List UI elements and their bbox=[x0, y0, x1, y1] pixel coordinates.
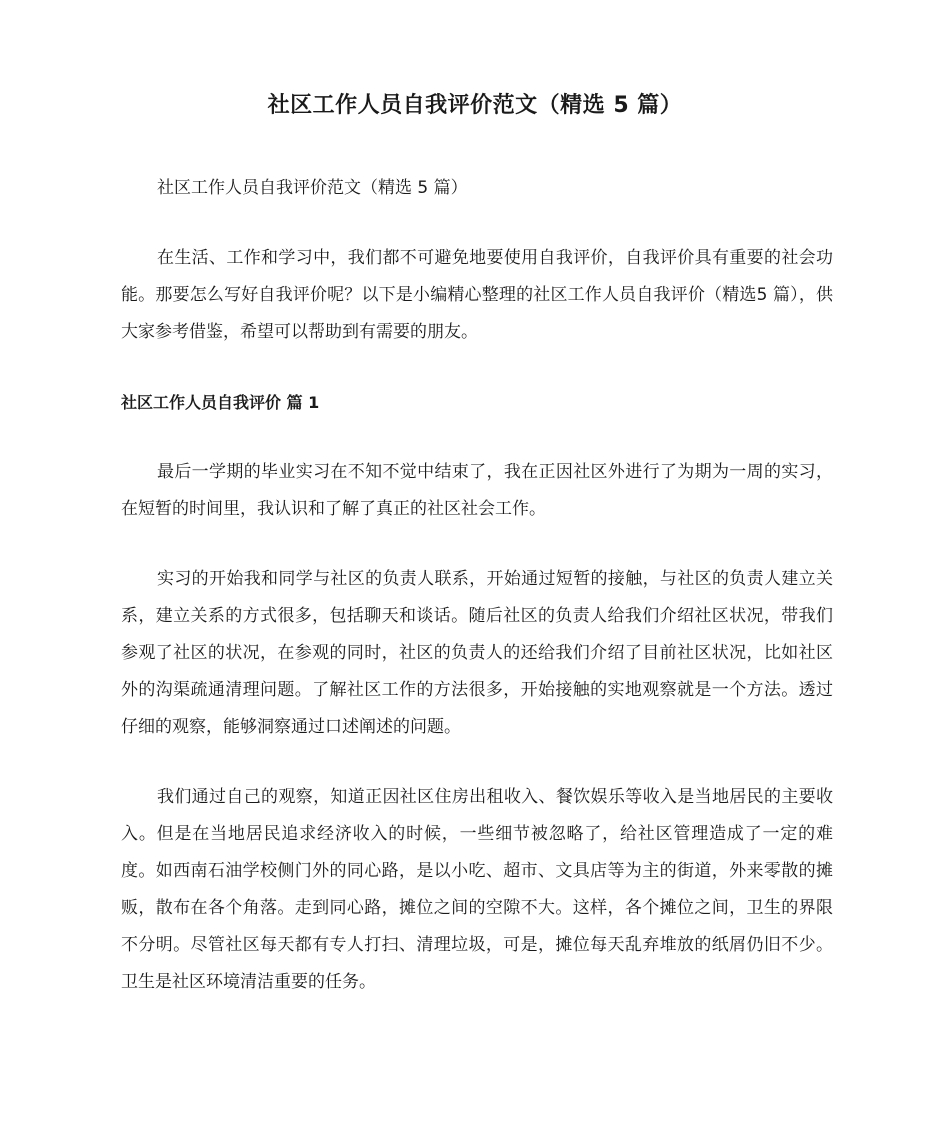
document-body bbox=[121, 170, 833, 1034]
subtitle-paragraph: 社区工作人员自我评价范文（精选 5 篇） bbox=[157, 178, 468, 198]
section-paragraph: 实习的开始我和同学与社区的负责人联系，开始通过短暂的接触，与社区的负责人建立关系，建立关系的方式很多，包括聊天和谈话。随后社区的负责人给我们介绍社区状况，带我们参观了社区的状况，在参观的同时，社区的负责人的还给我们介绍了目前社区状况，比如社区外的沟渠疏通清理问题。了解社区工作的方法很多，开始接触的实地观察就是一个方法。透过仔细的观察，能够洞察通过口述阐述的问题。 bbox=[121, 569, 833, 737]
section-heading: 社区工作人员自我评价 篇 1 bbox=[121, 393, 320, 412]
document-title: 社区工作人员自我评价范文（精选 5 篇） bbox=[267, 93, 683, 118]
intro-paragraph: 在生活、工作和学习中，我们都不可避免地要使用自我评价，自我评价具有重要的社会功能。那要怎么写好自我评价呢？以下是小编精心整理的社区工作人员自我评价（精选5 篇），供大家参考借鉴，希望可以帮助到有需要的朋友。 bbox=[121, 248, 833, 342]
section-paragraph: 最后一学期的毕业实习在不知不觉中结束了，我在正因社区外进行了为期为一周的实习，在短暂的时间里，我认识和了解了真正的社区社会工作。 bbox=[121, 462, 833, 519]
section-paragraph: 我们通过自己的观察，知道正因社区住房出租收入、餐饮娱乐等收入是当地居民的主要收入。但是在当地居民追求经济收入的时候，一些细节被忽略了，给社区管理造成了一定的难度。如西南石油学校侧门外的同心路，是以小吃、超市、文具店等为主的街道，外来零散的摊贩，散布在各个角落。走到同心路，摊位之间的空隙不大。这样，各个摊位之间，卫生的界限不分明。尽管社区每天都有专人打扫、清理垃圾，可是，摊位每天乱弃堆放的纸屑仍旧不少。卫生是社区环境清洁重要的任务。 bbox=[121, 787, 833, 992]
